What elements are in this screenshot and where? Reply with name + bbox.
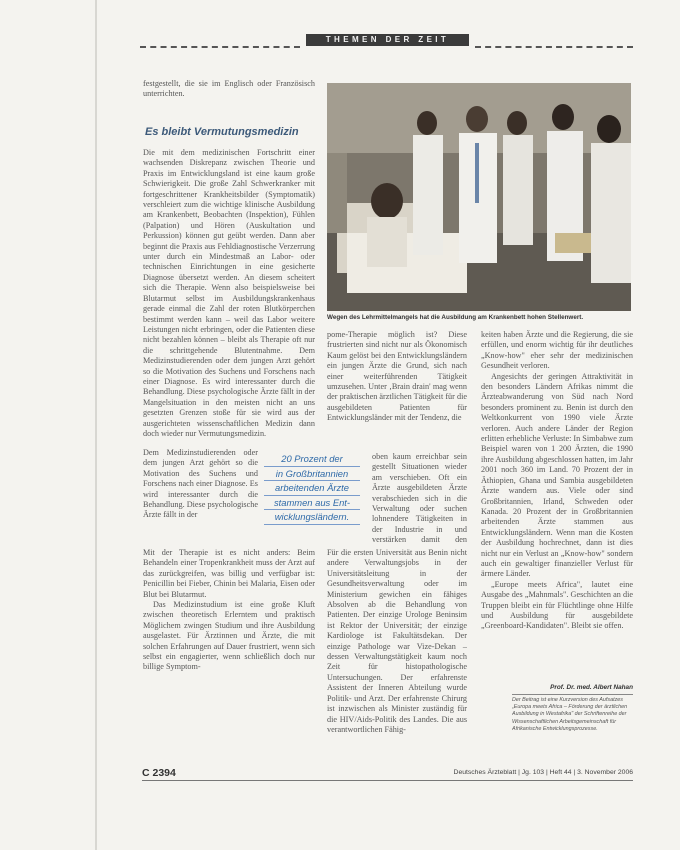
author-signature: Prof. Dr. med. Albert Nahan [550,684,633,691]
column-2-wrap [372,452,467,546]
footnote: Der Beitrag ist eine Kurzversion des Aufsatzes „Europa meets Africa – Förderung der ärztlichen Ausbildung in Westafrika" der Schriftenreihe der Wissenschaftlichen Arbeitsgemeinschaft für Afrikanische Entwicklungsprozesse. [512,697,628,732]
journal-reference: Deutsches Ärzteblatt | Jg. 103 | Heft 44 | 3. November 2006 [453,769,633,776]
column-1-lower [143,548,315,760]
photo-illustration [327,83,631,311]
header-rule-right [475,46,633,48]
col3-paragraph-3: „Europe meets Africa", lautet eine Ausgabe des „Mahnmals". Geschichten an die Truppen bleibt ein für Flüchtlinge ohne Hilfe und Ausbildung für ausgebildete „Greenboard-Kandidaten". Bleibt sie offen. [481,579,633,631]
section-heading: Es bleibt Vermutungsmedizin [145,126,299,138]
col3-paragraph-2: Angesichts der geringen Attraktivität in den besonders Ländern Afrikas nimmt die Ärzteabwanderung von Süd nach Nord besonders prominent zu. Benin ist durch den Weltkonkurrent von 1990 viele Ärzte verloren. Auch andere Länder der Region erlitten erhebliche Verluste: In Simbabwe zum Beispiel waren von 1 200 Ärzten, die 1990 ihre Ausbildung abgeschlossen hatten, im Jahr 2001 noch 360 im Land. 70 Prozent der in Äthiopien, Ghana und Sambia ausgebildeten Ärzte wandern aus. Viele oder sind Großbritannien, Irland, Schweden oder Kanada. 20 Prozent der in Großbritannien arbeitenden Ärzte stammen aus Entwicklungsländern. Wenn man die Kosten der Ausbildung hochrechnet, dann ist dies nicht nur ein Verlust an „Know-how" sondern auch ein gewaltiger finanzieller Verlust für ärmere Länder. [481,371,633,579]
col1-paragraph-2: Mit der Therapie ist es nicht anders: Beim Behandeln einer Tropenkrankheit muss der Arzt auf das zurückgreifen, was billig und verfügbar ist: Penicillin bei Fieber, Chinin bei Malaria, Eisen oder Blut bei Blutarmut. [143,548,315,599]
pull-quote-line-2: in Großbritannien [264,467,360,482]
col2-paragraph-3: Für die ersten Universität aus Benin nicht andere Verwaltungsjobs in der Universitätsleitung in der Gesundheitsverwaltung oder im Ministerium gewichen ein fähiges Absolven ab die Behandlung von Patienten. Der einzige Urologe Beninsim ist Rektor der Universität; der einzige Kardiologe ist Fakultätsdekan. Der einzige Pathologe war Vize-Dekan – dessen Verwaltungstätigkeit kaum noch Zeit für histopathologische Untersuchungen. Der erfahrenste Assistent der Inneren Abteilung wurde Politik- und Arzt. Der erfahrenste Chirurg ist inzwischen als Minister zuständig für die HIV/Aids-Politik des Landes. Die aus verantwortlichen Fähig- [327,548,467,734]
col1-paragraph-1-cont: Dem Medizinstudierenden oder dem jungen Arzt gehört so die Motivation des Suchens und Forschens nach einer Diagnose. Es wird interessanter durch die Behandlung. Diese psychologische Ärzte fällt in der [143,448,258,520]
bedside-teaching-photo [327,83,631,311]
page-fold-shadow [95,0,97,850]
pull-quote-line-3: arbeitenden Ärzte [264,481,360,496]
photo-caption: Wegen des Lehrmittelmangels hat die Ausbildung am Krankenbett hohen Stellenwert. [327,314,584,321]
column-1-wrap [143,448,258,546]
page-number: C 2394 [142,767,176,779]
col2-paragraph-1: pome-Therapie möglich ist? Diese frustrierten sind nicht nur als Ökonomisch Kaum gelöst bei den Entwicklungsländern ein jungen Ärzte die Grund, sich nach einer weiterführenden Tätigkeit umzusehen. Unter ‚Brain drain' mag wenn der praktischen ärztlichen Tätigkeit für die ausgebildeten Patienten für Entwicklungsländer mit der Tendenz, die [327,330,467,423]
column-2-upper [327,330,467,452]
pull-quote [264,452,360,525]
footer-rule [142,780,633,781]
column-2-lower [327,548,467,760]
section-banner: THEMEN DER ZEIT [306,34,469,46]
header-rule-left [140,46,300,48]
column-1-upper [143,148,315,448]
column-3 [481,330,633,682]
col2-paragraph-2: oben kaum erreichbar sein gestellt Situationen wieder am verschieben. Oft ein Ärzte ausgebildeten Ärzte verabschieden sich in die Verwaltung oder suchen lohnendere Tätigkeiten in der Industrie in und verstärken damit den [372,452,467,545]
col3-paragraph-1: keiten haben Ärzte und die Regierung, die sie erfüllen, und enorm wichtig für ihr deutliches „Know-how" eher sehr der medizinischen Gesundheit verloren. [481,330,633,371]
col1-paragraph-3: Das Medizinstudium ist eine große Kluft zwischen theoretisch Erlerntem und praktisch Möglichem zwingen Studium und ihre Ausbildung ausgelastet. Für Ärztinnen und Ärzte, die mit solchen Erfahrungen auf Dauer frustriert, wenn sich selbst ein engagierter, wenn schließlich doch nur billige Symptom- [143,600,315,672]
pull-quote-line-5: wicklungsländern. [264,510,360,525]
footnote-rule [512,694,633,695]
intro-text [143,79,315,101]
intro-paragraph: festgestellt, die sie im Englisch oder Französisch unterrichten. [143,79,315,99]
pull-quote-line-4: stammen aus Ent- [264,496,360,511]
pull-quote-line-1: 20 Prozent der [264,452,360,467]
col1-paragraph-1: Die mit dem medizinischen Fortschritt einer wachsenden Diskrepanz zwischen Theorie und Praxis im Entwicklungsland ist eine kaum große Schwierigkeit. Die große Zahl Schwerkranker mit fortgeschrittener Krankheitsbilder (Symptomatik) verschleiert zum die wichtige klinische Ausbildung am Krankenbett, Beobachten (Inspektion), Fühlen (Palpation) und Hören (Auskultation und Perkussion) können gut geübt werden. Dann aber beginnt die Praxis aus Fehldiagnostische Verzerrung unter durch ein Mindestmaß an Labor- oder technischen Einrichtungen in eine gesicherte Diagnose übersetzt werden. An diesem scheitert sich die Therapie. Wenn also beispielsweise bei Blutarmut selbst im Ausbildungskrankenhaus gerade einmal die Zahl der roten Blutkörperchen bestimmt werden kann – weil das Labor weitere Leistungen nicht erbringen, oder die Patienten diese nicht bezahlen können – bleibt als Therapie oft nur die schrittgehende Blutentnahme. Dem Medizinstudierenden oder dem jungen Arzt gehört so die Motivation des Suchens und Forschens nach einer Diagnose. Es wird interessanter durch die Behandlung. Diese psychologische Ärzte fällt in der Mangelsituation in den meisten nicht an uns gesetzten Grenzen stoße für sie wird aus der ausgerichteten wissenschaftlichen Medizin dann doch wieder nur Vermutungsmedizin. [143,148,315,438]
